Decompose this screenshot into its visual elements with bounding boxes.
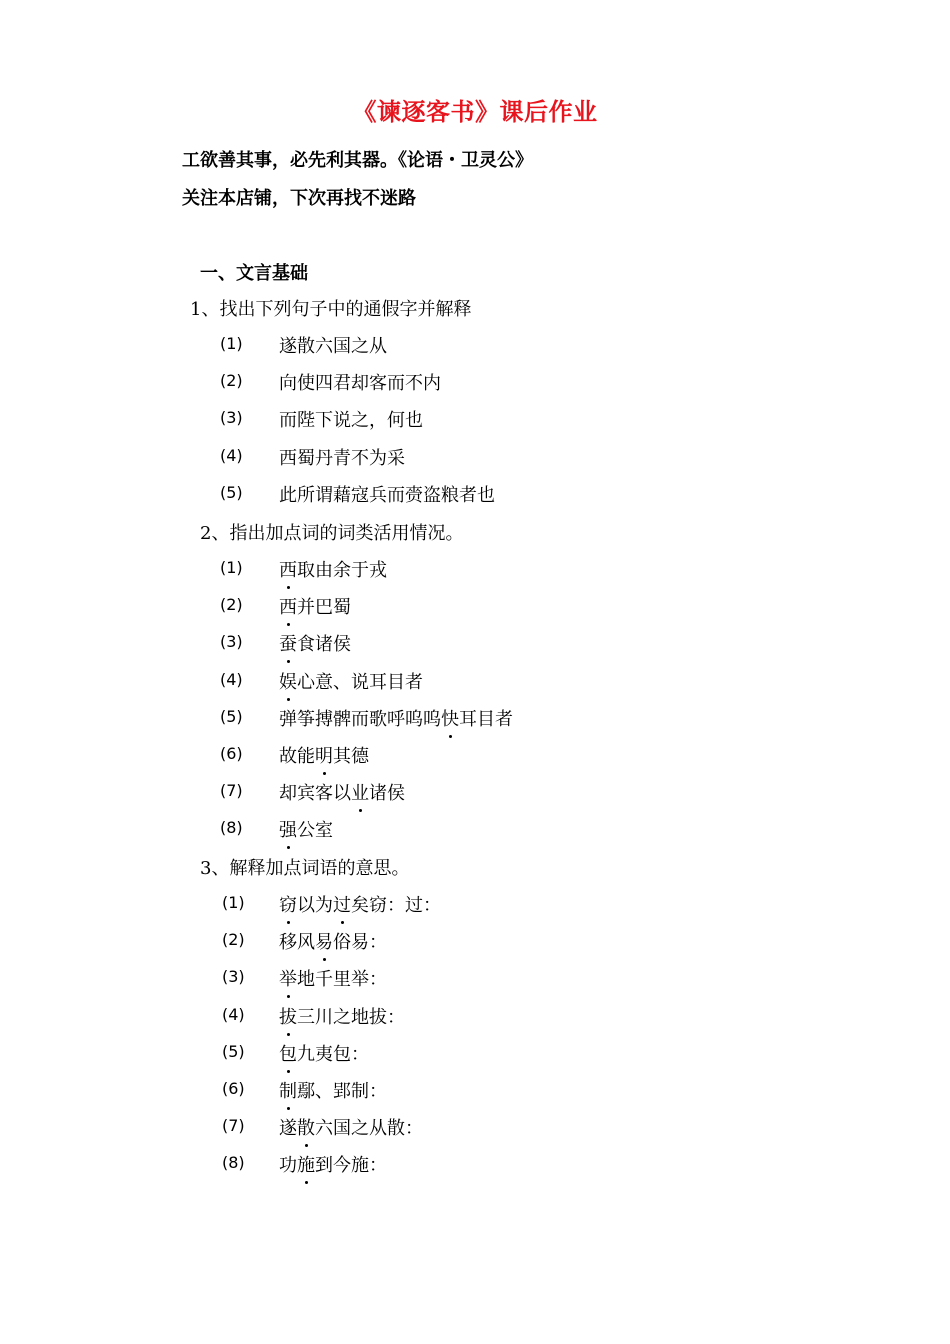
item-text [279,965,387,991]
text-segment: 诸侯 [369,783,405,805]
emphasis-dotted-word: 包 [279,1040,297,1066]
item-text [279,1151,387,1177]
emphasis-dotted-word: 举 [279,965,297,991]
item-text [279,668,423,694]
item-number: (7) [220,781,243,801]
list-item [0,481,950,511]
item-text [279,332,387,358]
list-item [0,1151,950,1181]
emphasis-dotted-word: 过 [333,891,351,917]
text-segment: 地千里举： [297,969,387,991]
item-number: (3) [220,632,243,652]
item-text [279,444,405,470]
notice-line: 关注本店铺，下次再找不迷路 [182,188,416,209]
text-segment: 遂 [279,1118,297,1140]
emphasis-dotted-word: 西 [279,593,297,619]
list-item [0,332,950,362]
list-item [0,779,950,809]
text-segment: 六国之从散： [315,1118,423,1140]
item-number: (2) [220,595,243,615]
item-number: (3) [220,408,243,428]
item-text [279,742,369,768]
emphasis-dotted-word: 散 [297,1114,315,1140]
question-3-prompt: 3、解释加点词语的意思。 [200,858,410,879]
text-segment: 取由余于戎 [297,560,387,581]
item-number: (1) [220,558,243,577]
emphasis-dotted-word: 强 [279,816,297,842]
list-item [0,705,950,735]
text-segment: 三川之地拔： [297,1006,405,1028]
emphasis-dotted-word: 拔 [279,1003,297,1029]
emphasis-dotted-word: 娱 [279,668,297,694]
list-item [0,369,950,399]
emphasis-dotted-word: 明 [315,742,333,768]
item-number: (3) [222,967,245,987]
text-segment: 其德 [333,746,369,767]
quote-line: 工欲善其事，必先利其器。《论语・卫灵公》 [182,150,533,171]
item-text [279,928,387,954]
text-segment: 并巴蜀 [297,597,351,619]
item-text [279,630,351,656]
text-segment: 西蜀丹青不为采 [279,447,405,469]
text-segment: 九夷包： [297,1043,369,1065]
text-segment: 却宾客以 [279,783,351,805]
text-segment: 鄢、郢制： [297,1081,387,1102]
item-text [279,705,513,731]
list-item [0,668,950,698]
text-segment: 公室 [297,820,333,842]
item-number: (4) [222,1004,245,1024]
emphasis-dotted-word: 业 [351,779,369,805]
item-number: (6) [220,744,243,763]
item-text [279,779,405,805]
list-item [0,593,950,623]
item-number: (6) [222,1079,245,1098]
emphasis-dotted-word: 快 [441,705,459,731]
list-item [0,1114,950,1144]
item-number: (4) [220,445,243,465]
text-segment: 耳目者 [459,708,513,730]
item-text [279,593,351,619]
list-item [0,630,950,660]
text-segment: 矣窃：过： [351,895,441,916]
item-text [279,816,333,842]
question-1-prompt: 1、找出下列句子中的通假字并解释 [190,299,472,320]
text-segment: 心意、说耳目者 [297,671,423,693]
text-segment: 移风 [279,932,315,954]
item-number: (2) [220,371,243,391]
item-text [279,369,441,395]
item-number: (7) [222,1116,245,1136]
list-item [0,406,950,436]
list-item [0,1077,950,1107]
item-number: (5) [220,482,243,502]
item-number: (5) [220,706,243,726]
text-segment: 向使四君却客而不内 [279,373,441,395]
text-segment: 功 [279,1155,297,1177]
document-title: 《谏逐客书》课后作业 [352,98,598,126]
item-number: (1) [220,334,243,353]
item-number: (8) [222,1153,245,1173]
section-heading: 一、文言基础 [200,263,308,284]
item-text [279,481,495,507]
item-text [279,891,441,917]
list-item [0,1003,950,1033]
list-item [0,444,950,474]
text-segment: 到今施： [315,1155,387,1177]
item-text [279,1114,423,1140]
text-segment: 食诸侯 [297,634,351,656]
item-text [279,556,387,582]
text-segment: 以为 [297,895,333,916]
emphasis-dotted-word: 蚕 [279,630,297,656]
list-item [0,556,950,586]
item-text [279,1003,405,1029]
emphasis-dotted-word: 制 [279,1077,297,1103]
text-segment: 俗易： [333,932,387,954]
item-number: (5) [222,1041,245,1061]
list-item [0,742,950,772]
item-number: (2) [222,930,245,950]
text-segment: 故能 [279,746,315,767]
list-item [0,928,950,958]
text-segment: 而陛下说之，何也 [279,410,423,432]
list-item [0,965,950,995]
question-2-prompt: 2、指出加点词的词类活用情况。 [200,523,464,544]
text-segment: 遂散六国之从 [279,336,387,357]
item-number: (4) [220,669,243,689]
emphasis-dotted-word: 易 [315,928,333,954]
item-text [279,1040,369,1066]
text-segment: 弹筝搏髀而歌呼呜呜 [279,708,441,730]
emphasis-dotted-word: 施 [297,1151,315,1177]
text-segment: 此所谓藉寇兵而赍盗粮者也 [279,484,495,506]
list-item [0,891,950,921]
list-item [0,816,950,846]
emphasis-dotted-word: 窃 [279,891,297,917]
item-text [279,406,423,432]
emphasis-dotted-word: 西 [279,556,297,582]
list-item [0,1040,950,1070]
item-text [279,1077,387,1103]
item-number: (8) [220,818,243,838]
item-number: (1) [222,893,245,912]
